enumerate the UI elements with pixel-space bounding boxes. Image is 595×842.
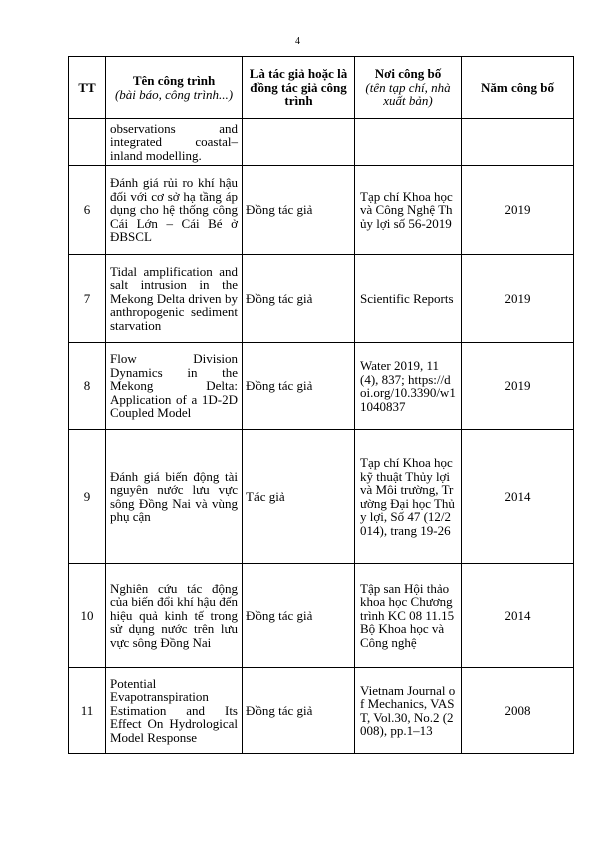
header-title-label: Tên công trình <box>132 73 216 88</box>
cell-year: 2019 <box>462 343 574 430</box>
cell-title: Đánh giá biến động tài nguyên nước lưu vực sông Đồng Nai và vùng phụ cận <box>106 430 243 564</box>
cell-role: Tác giả <box>243 430 355 564</box>
cell-year <box>462 119 574 166</box>
table-header-row <box>69 57 574 119</box>
page-number: 4 <box>295 36 300 47</box>
cell-tt: 6 <box>69 166 106 255</box>
cell-venue: Vietnam Journal of Mechanics, VAST, Vol.30, No.2 (2008), pp.1–13 <box>355 668 462 754</box>
cell-venue <box>355 119 462 166</box>
header-title-sub: (bài báo, công trình...) <box>114 86 234 102</box>
cell-tt <box>69 119 106 166</box>
table-row <box>69 255 574 343</box>
cell-tt: 10 <box>69 564 106 668</box>
cell-role <box>243 119 355 166</box>
cell-year: 2019 <box>462 255 574 343</box>
cell-venue: Tập san Hội thảo khoa học Chương trình KC 08 11.15 Bộ Khoa học và Công nghệ <box>355 564 462 668</box>
cell-year: 2019 <box>462 166 574 255</box>
cell-title: Đánh giá rủi ro khí hậu đối với cơ sở hạ tầng áp dụng cho hệ thống công Cái Lớn – Cái Bé ở ĐBSCL <box>106 166 243 255</box>
table-row <box>69 166 574 255</box>
cell-tt: 7 <box>69 255 106 343</box>
table-row-continuation <box>69 119 574 166</box>
header-venue-label: Nơi công bố <box>374 66 442 82</box>
header-tt: TT <box>69 57 106 119</box>
table-row <box>69 564 574 668</box>
cell-venue: Tạp chí Khoa học và Công Nghệ Thủy lợi số 56-2019 <box>355 166 462 255</box>
cell-venue: Tạp chí Khoa học kỹ thuật Thủy lợi và Môi trường, Trường Đại học Thủy lợi, Số 47 (12/2014), trang 19-26 <box>355 430 462 564</box>
cell-role: Đồng tác giả <box>243 255 355 343</box>
cell-year: 2014 <box>462 430 574 564</box>
cell-tt: 8 <box>69 343 106 430</box>
header-role: Là tác giả hoặc là đồng tác giả công trình <box>243 57 355 119</box>
table-row <box>69 430 574 564</box>
header-year: Năm công bố <box>462 57 574 119</box>
cell-year: 2008 <box>462 668 574 754</box>
cell-venue: Scientific Reports <box>355 255 462 343</box>
cell-role: Đồng tác giả <box>243 343 355 430</box>
header-venue-sub: (tên tạp chí, nhà xuất bản) <box>365 79 451 109</box>
header-venue <box>355 57 462 119</box>
table-row <box>69 668 574 754</box>
cell-title: Potential Evapotranspiration Estimation and Its Effect On Hydrological Model Response <box>106 668 243 754</box>
cell-role: Đồng tác giả <box>243 564 355 668</box>
cell-title: Flow Division Dynamics in the Mekong Delta: Application of a 1D-2D Coupled Model <box>106 343 243 430</box>
cell-venue: Water 2019, 11(4), 837; https://doi.org/10.3390/w11040837 <box>355 343 462 430</box>
cell-tt: 9 <box>69 430 106 564</box>
cell-role: Đồng tác giả <box>243 668 355 754</box>
cell-tt: 11 <box>69 668 106 754</box>
cell-role: Đồng tác giả <box>243 166 355 255</box>
table-row <box>69 343 574 430</box>
cell-title: Tidal amplification and salt intrusion in the Mekong Delta driven by anthropogenic sediment starvation <box>106 255 243 343</box>
publications-table <box>68 56 574 754</box>
header-title <box>106 57 243 119</box>
cell-year: 2014 <box>462 564 574 668</box>
cell-title: Nghiên cứu tác động của biến đổi khí hậu đến hiệu quả kinh tế trong sử dụng nước trên lưu vực sông Đồng Nai <box>106 564 243 668</box>
cell-title: observations and integrated coastal–inland modelling. <box>106 119 243 166</box>
